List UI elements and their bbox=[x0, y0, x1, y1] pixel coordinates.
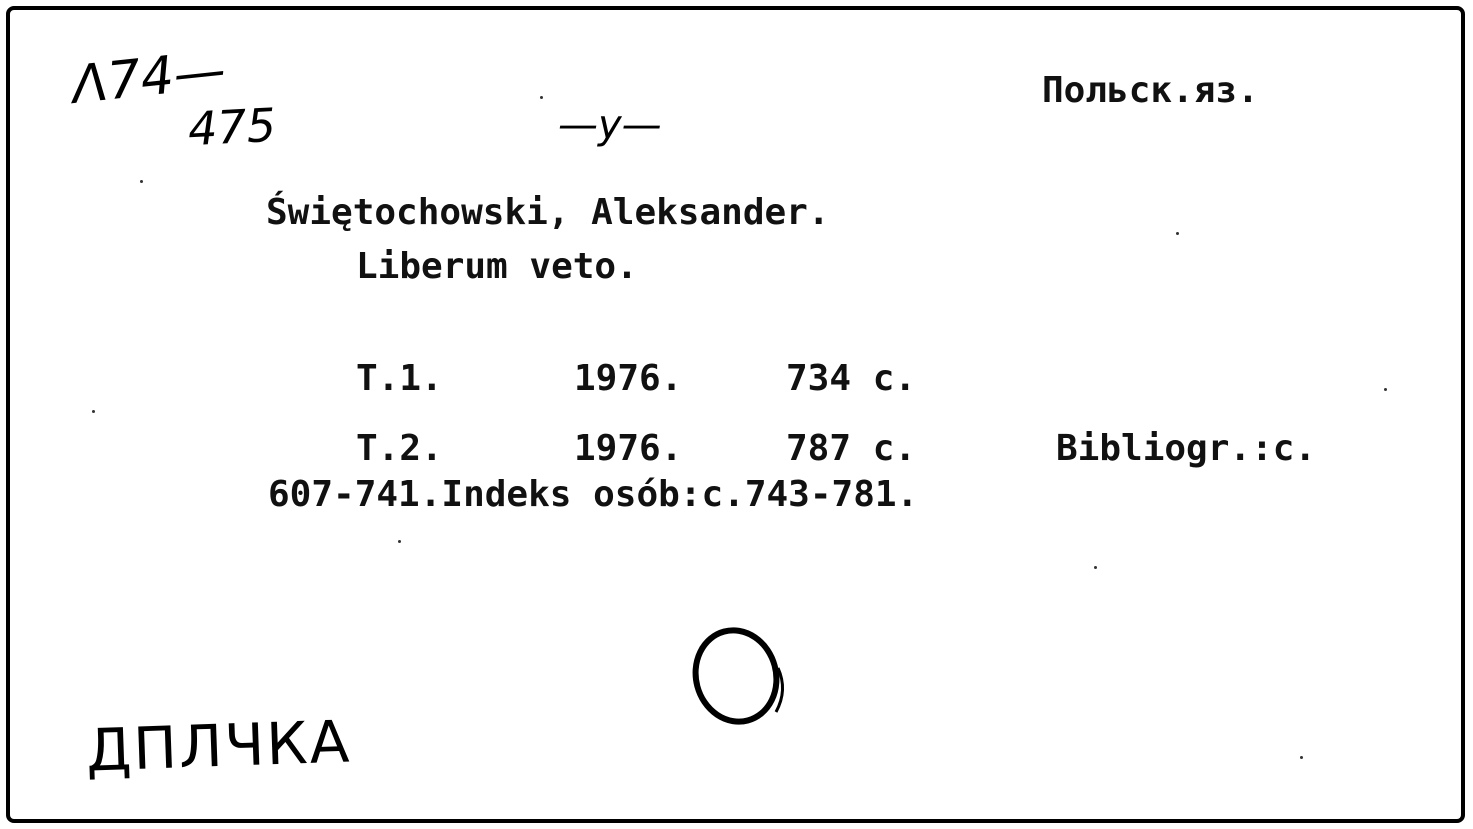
volume-1-label: Т.1. bbox=[356, 358, 443, 399]
speck bbox=[540, 96, 543, 99]
speck bbox=[1176, 232, 1179, 235]
language-tag: Польск.яз. bbox=[1042, 70, 1259, 111]
volume-2-year: 1976. bbox=[574, 428, 683, 469]
bibliography-note: Bibliogr.:c. bbox=[1056, 428, 1317, 469]
note-continuation: 607-741.Indeks osób:c.743-781. bbox=[268, 474, 919, 515]
speck bbox=[140, 180, 143, 183]
volume-2-label: Т.2. bbox=[356, 428, 443, 469]
circle-hole-icon bbox=[680, 620, 800, 740]
speck bbox=[1300, 756, 1303, 759]
speck bbox=[1384, 388, 1387, 391]
title-text: Liberum veto. bbox=[356, 246, 638, 287]
volume-2-pages: 787 с. bbox=[786, 428, 917, 469]
stamp-note: ДПЛЧКА bbox=[84, 707, 353, 785]
volume-1-pages: 734 с. bbox=[786, 358, 917, 399]
speck bbox=[398, 540, 401, 543]
call-number-line2: 475 bbox=[186, 97, 278, 157]
separator-mark: —у— bbox=[558, 102, 662, 148]
call-number-line1: Λ74— bbox=[69, 40, 229, 116]
speck bbox=[92, 410, 95, 413]
author-heading: Świętochowski, Aleksander. bbox=[266, 192, 830, 233]
volume-1-year: 1976. bbox=[574, 358, 683, 399]
speck bbox=[1094, 566, 1097, 569]
